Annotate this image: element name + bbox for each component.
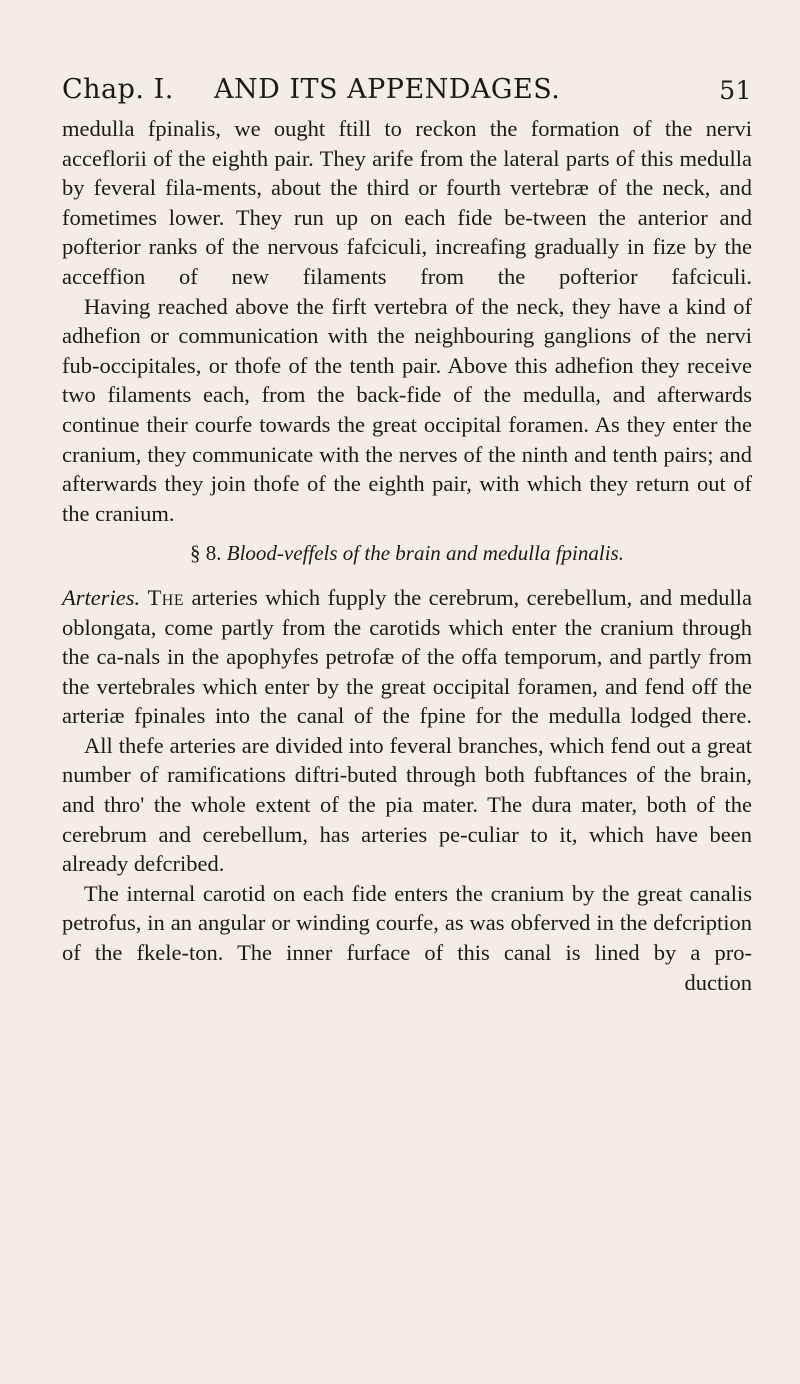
page-body (62, 114, 752, 997)
paragraph-carotid: The internal carotid on each fide enters the cranium by the great canalis petrofus, in an angular or winding courfe, as was obferved in the defcription of the fkele-ton. The inner furface of this canal is lined by a pro- (62, 880, 752, 966)
catchword: duction (684, 969, 752, 995)
side-heading-arteries: Arteries. (62, 584, 141, 610)
running-title: AND ITS APPENDAGES. (214, 74, 561, 105)
paragraph-nerves: Having reached above the firft vertebra of the neck, they have a kind of adhefion or communication with the neighbouring ganglions of the nervi fub-occipitales, or thofe of the tenth pair. Above this adhefion they receive two filaments each, from the back-fide of the medulla, and afterwards continue their courfe towards the great occipital foramen. As they enter the cranium, they communicate with the nerves of the ninth and tenth pairs; and afterwards they join thofe of the eighth pair, with which they return out of the cranium. (62, 293, 752, 526)
section-heading (62, 539, 752, 569)
paragraph-continued: medulla fpinalis, we ought ftill to reckon the formation of the nervi acceflorii of the eighth pair. They arife from the lateral parts of this medulla by feveral fila-ments, about the third or fourth vertebræ of the neck, and fometimes lower. They run up on each fide be-tween the anterior and pofterior ranks of the nervous fafciculi, increafing gradually in fize by the acceffion of new filaments from the pofterior fafciculi. (62, 116, 752, 289)
lead-word: The (147, 584, 185, 610)
running-header (62, 74, 752, 114)
chapter-label: Chap. I. (62, 74, 174, 105)
section-number: § 8. (190, 541, 222, 566)
arteries-text: arteries which fupply the cerebrum, cerebellum, and medulla oblongata, come partly from the carotids which enter the cranium through the ca-nals in the apophyfes petrofæ of the offa temporum, and partly from the vertebrales which enter by the great occipital foramen, and fend off the arteriæ fpinales into the canal of the fpine for the medulla lodged there. (62, 584, 752, 729)
section-title: Blood-veffels of the brain and medulla fpinalis. (226, 541, 624, 566)
page-number: 51 (719, 76, 752, 105)
paragraph-arteries (62, 583, 752, 731)
paragraph-branches: All thefe arteries are divided into feveral branches, which fend out a great number of ramifications diftri-buted through both fubftances of the brain, and thro' the whole extent of the pia mater. The dura mater, both of the cerebrum and cerebellum, has arteries pe-culiar to it, which have been already defcribed. (62, 732, 752, 877)
